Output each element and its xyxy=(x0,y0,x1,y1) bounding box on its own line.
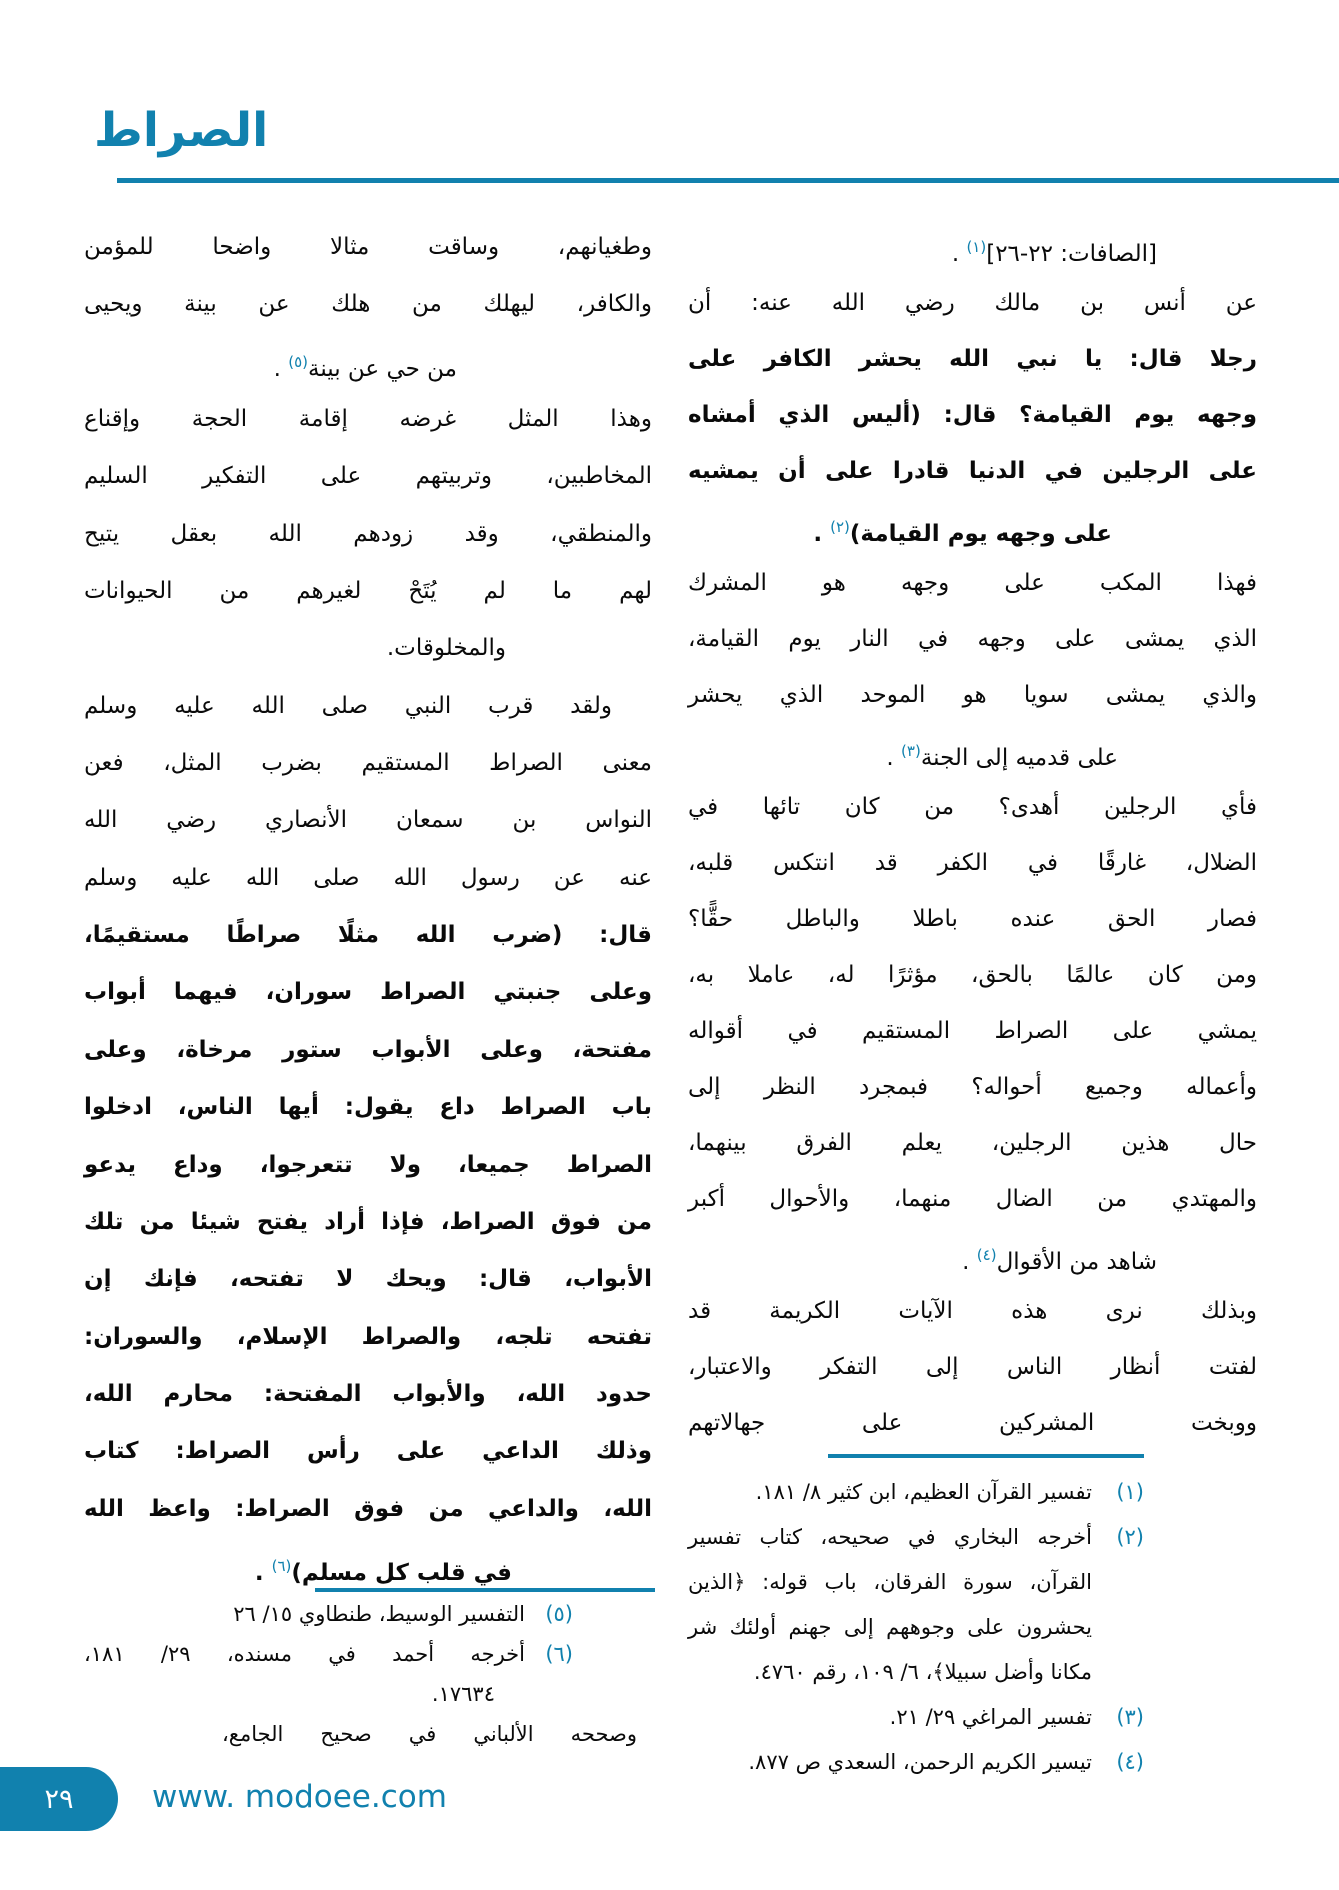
page-title: الصراط xyxy=(94,103,269,158)
text-line: وهذا المثل غرضه إقامة الحجة وإقناع xyxy=(84,406,652,433)
footnote-number: (٦) xyxy=(545,1642,573,1666)
footnote xyxy=(688,1740,1144,1785)
footnote xyxy=(688,1695,1144,1740)
footnotes-right xyxy=(688,1470,1144,1785)
footnote-text xyxy=(84,1634,525,1714)
footnote-marker: (١) xyxy=(966,238,987,256)
footnote-line: يحشرون على وجوههم إلى جهنم أولئك شر xyxy=(688,1615,1092,1639)
footnote-number: (١) xyxy=(1116,1480,1144,1504)
footnote-separator-left xyxy=(315,1588,655,1592)
footnote-marker: (٦) xyxy=(271,1556,292,1575)
footnote xyxy=(84,1634,652,1714)
column-left xyxy=(84,219,652,1595)
text-line: الأبواب، قال: ويحك لا تفتحه، فإنك إن xyxy=(84,1266,652,1293)
footnote-separator-right xyxy=(828,1454,1144,1458)
text-line: حال هذين الرجلين، يعلم الفرق بينهما، xyxy=(688,1130,1257,1156)
text-line: رجلا قال: يا نبي الله يحشر الكافر على xyxy=(688,346,1257,372)
text-line: لهم ما لم يُتَحْ لغيرهم من الحيوانات xyxy=(84,578,652,605)
text-line: لفتت أنظار الناس إلى التفكر والاعتبار، xyxy=(688,1354,1257,1380)
footnote xyxy=(84,1594,652,1634)
footnote-line: التفسير الوسيط، طنطاوي ١٥/ ٢٦ xyxy=(233,1602,525,1626)
text-line: شاهد من الأقوال$^{(٤)}$ . xyxy=(962,1246,1157,1275)
text-line: يمشي على الصراط المستقيم في أقواله xyxy=(688,1018,1257,1044)
footnote-marker: (٢) xyxy=(830,518,850,536)
text-line: [الصافات: ٢٢-٢٦]$^{(١)}$ . xyxy=(951,238,1157,267)
footnote-marker: (٥) xyxy=(288,352,308,371)
footnote-line: ١٧٦٣٤. xyxy=(431,1682,495,1706)
footnote-marker: (٤) xyxy=(976,1246,997,1264)
text-line: والمخلوقات. xyxy=(386,635,506,662)
text-line: والمنطقي، وقد زودهم الله بعقل يتيح xyxy=(84,520,652,547)
footnote xyxy=(688,1515,1144,1695)
footnote-line: تفسير القرآن العظيم، ابن كثير ٨/ ١٨١. xyxy=(755,1480,1092,1504)
text-line: والكافر، ليهلك من هلك عن بينة ويحيى xyxy=(84,291,652,318)
footnote-line: القرآن، سورة الفرقان، باب قوله: ﴿الذين xyxy=(688,1570,1092,1594)
text-line: وطغيانهم، وساقت مثالا واضحا للمؤمن xyxy=(84,234,652,260)
text-line: على وجهه يوم القيامة)$^{(٢)}$ . xyxy=(813,518,1112,547)
text-line: ومن كان عالمًا بالحق، مؤثرًا له، عاملا به، xyxy=(688,962,1257,988)
text-line: فهذا المكب على وجهه هو المشرك xyxy=(688,570,1257,596)
text-line: على الرجلين في الدنيا قادرا على أن يمشيه xyxy=(688,458,1257,484)
footnote-line: تفسير المراغي ٢٩/ ٢١. xyxy=(889,1705,1092,1729)
footnote-line: أخرجه البخاري في صحيحه، كتاب تفسير xyxy=(688,1525,1092,1549)
footnote-text xyxy=(688,1695,1092,1740)
text-line: الذي يمشى على وجهه في النار يوم القيامة، xyxy=(688,626,1257,652)
text-line: عنه عن رسول الله صلى الله عليه وسلم xyxy=(84,864,652,891)
text-line: قال: (ضرب الله مثلًا صراطًا مستقيمًا، xyxy=(84,922,652,949)
text-line: في قلب كل مسلم)$^{(٦)}$ . xyxy=(254,1556,512,1586)
text-line: مفتحة، وعلى الأبواب ستور مرخاة، وعلى xyxy=(84,1036,652,1063)
footnote xyxy=(688,1470,1144,1515)
footnote-continuation: وصححه الألباني في صحيح الجامع، xyxy=(222,1722,637,1746)
footnote-text xyxy=(84,1594,525,1634)
footnote-text xyxy=(688,1470,1092,1515)
website-link[interactable]: www. modoee.com xyxy=(152,1779,447,1815)
text-line: معنى الصراط المستقيم بضرب المثل، فعن xyxy=(84,750,652,777)
text-line: وجهه يوم القيامة؟ قال: (أليس الذي أمشاه xyxy=(688,402,1257,428)
text-line: باب الصراط داع يقول: أيها الناس، ادخلوا xyxy=(84,1094,652,1121)
footnote-number: (٥) xyxy=(545,1602,573,1626)
footnote-number: (٤) xyxy=(1116,1750,1144,1774)
page-number: ٢٩ xyxy=(44,1783,74,1815)
text-line: وعلى جنبتي الصراط سوران، فيهما أبواب xyxy=(84,979,652,1006)
page-number-badge xyxy=(0,1767,118,1831)
text-line: والذي يمشى سويا هو الموحد الذي يحشر xyxy=(688,682,1257,708)
text-line: من حي عن بينة$^{(٥)}$ . xyxy=(273,352,457,382)
footnote-text xyxy=(688,1515,1092,1695)
text-line: والمهتدي من الضال منهما، والأحوال أكبر xyxy=(688,1186,1257,1212)
text-line: النواس بن سمعان الأنصاري رضي الله xyxy=(84,807,652,834)
text-line: وذلك الداعي على رأس الصراط: كتاب xyxy=(84,1438,652,1465)
text-line: من فوق الصراط، فإذا أراد يفتح شيئا من تلك xyxy=(84,1208,652,1235)
text-line: ووبخت المشركين على جهالاتهم xyxy=(688,1410,1257,1436)
text-line: عن أنس بن مالك رضي الله عنه: أن xyxy=(688,290,1257,316)
text-line: فأي الرجلين أهدى؟ من كان تائها في xyxy=(688,794,1257,820)
text-line: المخاطبين، وتربيتهم على التفكير السليم xyxy=(84,463,652,490)
footnote-number: (٣) xyxy=(1116,1705,1144,1729)
text-line: على قدميه إلى الجنة$^{(٣)}$ . xyxy=(886,742,1118,771)
footnote-number: (٢) xyxy=(1116,1525,1144,1549)
text-line: تفتحه تلجه، والصراط الإسلام، والسوران: xyxy=(84,1323,652,1350)
text-line: الله، والداعي من فوق الصراط: واعظ الله xyxy=(84,1495,652,1522)
footnote-text xyxy=(688,1740,1092,1785)
text-line: الضلال، غارقًا في الكفر قد انتكس قلبه، xyxy=(688,850,1257,876)
text-line: ولقد قرب النبي صلى الله عليه وسلم xyxy=(84,692,612,719)
text-line: فصار الحق عنده باطلا والباطل حقًّا؟ xyxy=(688,906,1257,932)
footnote-line: أخرجه أحمد في مسنده، ٢٩/ ١٨١، xyxy=(84,1642,525,1666)
column-right xyxy=(688,219,1257,1451)
footnote-marker: (٣) xyxy=(901,742,921,760)
text-line: حدود الله، والأبواب المفتحة: محارم الله، xyxy=(84,1380,652,1407)
text-line: وبذلك نرى هذه الآيات الكريمة قد xyxy=(688,1298,1257,1324)
text-line: الصراط جميعا، ولا تتعرجوا، وداع يدعو xyxy=(84,1151,652,1178)
footnote-line: تيسير الكريم الرحمن، السعدي ص ٨٧٧. xyxy=(748,1750,1092,1774)
text-line: وأعماله وجميع أحواله؟ فبمجرد النظر إلى xyxy=(688,1074,1257,1100)
header-rule xyxy=(117,178,1339,183)
footnote-line: مكانا وأضل سبيلا﴾، ٦/ ١٠٩، رقم ٤٧٦٠. xyxy=(753,1660,1092,1684)
footnotes-left xyxy=(84,1594,652,1754)
